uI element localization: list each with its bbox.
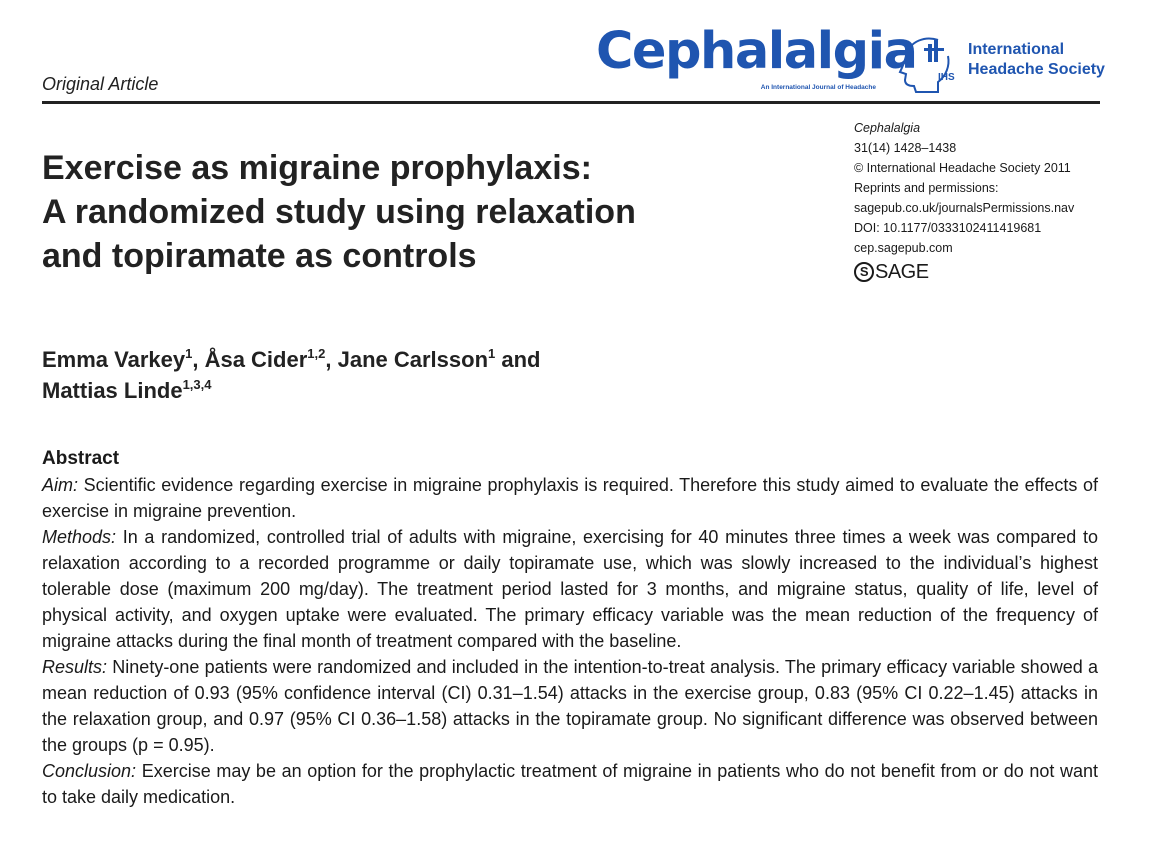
affiliation-marker: 1 bbox=[488, 346, 496, 361]
title-line-2: A randomized study using relaxation bbox=[42, 193, 636, 231]
meta-journal: Cephalalgia bbox=[854, 121, 921, 135]
title-line-3: and topiramate as controls bbox=[42, 237, 477, 275]
publisher-logo bbox=[854, 262, 1114, 282]
methods-text: In a randomized, controlled trial of adults with migraine, exercising for 40 minutes three times a week was compared to relaxation according to a recorded programme or daily topiramate use, which was slowly increased to the individual’s highest tolerable dose (maximum 200 mg/day). The treatment period lasted for 3 months, and migraine status, quality of life, level of physical activity, and oxygen uptake were evaluated. The primary efficacy variable was the mean reduction of the frequency of migraine attacks during the final month of treatment compared with the baseline. bbox=[42, 527, 1098, 651]
sage-icon: S bbox=[854, 262, 874, 282]
conclusion-text: Exercise may be an option for the prophylactic treatment of migraine in patients who do not benefit from or do not want to take daily medication. bbox=[42, 761, 1098, 807]
author-name: Mattias Linde bbox=[42, 378, 183, 403]
author-conjunction: and bbox=[501, 347, 541, 372]
journal-wordmark: Cephalalgia bbox=[596, 22, 917, 81]
journal-tagline: An International Journal of Headache bbox=[760, 84, 876, 91]
meta-permissions-link[interactable]: sagepub.co.uk/journalsPermissions.nav bbox=[854, 201, 1075, 215]
article-meta bbox=[854, 118, 1114, 282]
affiliation-marker: 1,3,4 bbox=[182, 377, 212, 392]
abstract-aim bbox=[42, 472, 1098, 524]
author-name: Jane Carlsson bbox=[337, 347, 489, 372]
society-logo bbox=[898, 34, 1108, 94]
meta-volume-pages: 31(14) 1428–1438 bbox=[854, 141, 957, 155]
meta-doi[interactable]: DOI: 10.1177/0333102411419681 bbox=[854, 221, 1042, 235]
section-label: Original Article bbox=[42, 74, 159, 94]
journal-logo bbox=[596, 22, 917, 96]
results-label: Results: bbox=[42, 657, 108, 677]
abstract bbox=[42, 446, 1098, 810]
society-abbrev: IHS bbox=[938, 72, 955, 83]
methods-label: Methods: bbox=[42, 527, 117, 547]
society-name-line2: Headache Society bbox=[968, 61, 1105, 78]
conclusion-label: Conclusion: bbox=[42, 761, 137, 781]
society-name-line1: International bbox=[968, 41, 1065, 58]
results-text: Ninety-one patients were randomized and included in the intention-to-treat analysis. The primary efficacy variable showed a mean reduction of 0.93 (95% confidence interval (CI) 0.31–1.54) attacks in the exercise group, 0.83 (95% CI 0.22–1.45) attacks in the relaxation group, and 0.97 (95% CI 0.36–1.58) attacks in the topiramate group. No significant difference was observed between the groups (p = 0.95). bbox=[42, 657, 1098, 755]
aim-label: Aim: bbox=[42, 475, 78, 495]
head-profile-icon bbox=[898, 34, 962, 94]
author-name: Åsa Cider bbox=[204, 347, 308, 372]
header-rule bbox=[42, 101, 1100, 104]
abstract-conclusion bbox=[42, 758, 1098, 810]
aim-text: Scientific evidence regarding exercise in migraine prophylaxis is required. Therefore this study aimed to evaluate the effects of exercise in migraine prevention. bbox=[42, 475, 1098, 521]
abstract-methods bbox=[42, 524, 1098, 654]
abstract-results bbox=[42, 654, 1098, 758]
affiliation-marker: 1 bbox=[185, 346, 193, 361]
author-name: Emma Varkey bbox=[42, 347, 186, 372]
affiliation-marker: 1,2 bbox=[307, 346, 326, 361]
article-title bbox=[42, 146, 802, 278]
publisher-name: SAGE bbox=[875, 261, 929, 283]
meta-reprints: Reprints and permissions: bbox=[854, 181, 999, 195]
meta-copyright: © International Headache Society 2011 bbox=[854, 161, 1071, 175]
meta-site-link[interactable]: cep.sagepub.com bbox=[854, 241, 953, 255]
title-line-1: Exercise as migraine prophylaxis: bbox=[42, 149, 592, 187]
author-list: Emma Varkey$^1$, Åsa Cider$^{1,2}$, Jane Carlsson$^1$ and Mattias Linde$^{1,3,4}$ bbox=[42, 346, 541, 403]
abstract-heading: Abstract bbox=[42, 448, 120, 469]
